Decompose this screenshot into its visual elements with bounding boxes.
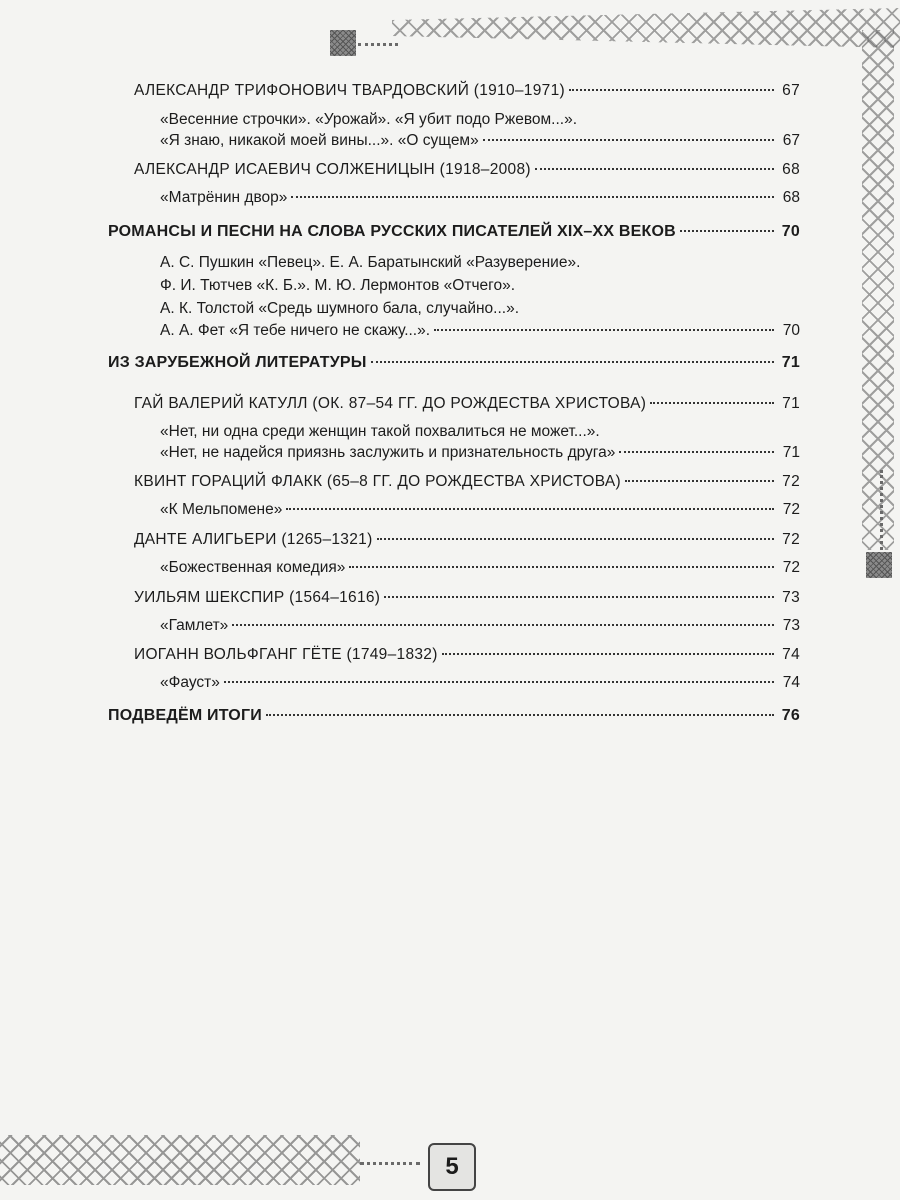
toc-page-number: 72 xyxy=(782,473,800,490)
toc-work-title: «Божественная комедия» xyxy=(160,559,346,576)
dot-leader xyxy=(266,714,774,716)
dot-leader xyxy=(224,681,774,683)
dot-leader xyxy=(680,230,774,232)
toc-entry-dante[interactable] xyxy=(134,531,800,549)
dotted-line-right xyxy=(880,470,883,550)
toc-work-title: «Нет, не надейся приязнь заслужить и признательность друга» xyxy=(160,444,616,461)
toc-work-title: «Нет, ни одна среди женщин такой похвалиться не может...». xyxy=(160,423,600,440)
toc-work-title: А. С. Пушкин «Певец». Е. А. Баратынский «Разуверение». xyxy=(160,254,581,271)
toc-entry-romances-works[interactable] xyxy=(160,322,800,340)
dot-leader xyxy=(349,566,774,568)
toc-entry-divine-comedy[interactable] xyxy=(160,559,800,577)
dot-leader xyxy=(650,402,774,404)
stitch-square-top xyxy=(330,30,356,56)
toc-work-title: «Матрёнин двор» xyxy=(160,189,288,206)
toc-work-title: «Весенние строчки». «Урожай». «Я убит подо Ржевом...». xyxy=(160,111,578,128)
toc-work-line xyxy=(160,111,800,129)
dot-leader xyxy=(434,329,774,331)
toc-entry-catullus[interactable] xyxy=(134,395,800,413)
toc-work-title: Ф. И. Тютчев «К. Б.». М. Ю. Лермонтов «Отчего». xyxy=(160,277,515,294)
toc-section-summary[interactable] xyxy=(108,707,800,725)
toc-section-title: ИЗ ЗАРУБЕЖНОЙ ЛИТЕРАТУРЫ xyxy=(108,354,367,371)
toc-page-number: 70 xyxy=(781,223,800,240)
toc-entry-tvardovsky-works[interactable] xyxy=(160,132,800,150)
toc-entry-goethe[interactable] xyxy=(134,646,800,664)
toc-entry-title: АЛЕКСАНДР ТРИФОНОВИЧ ТВАРДОВСКИЙ (1910–1971) xyxy=(134,82,565,99)
dot-leader xyxy=(625,480,774,482)
toc-entry-title: ИОГАНН ВОЛЬФГАНГ ГЁТЕ (1749–1832) xyxy=(134,646,438,663)
dot-leader xyxy=(232,624,774,626)
toc-section-title: ПОДВЕДЁМ ИТОГИ xyxy=(108,707,262,724)
toc-page-number: 73 xyxy=(782,589,800,606)
toc-entry-catullus-works[interactable] xyxy=(160,444,800,462)
dot-leader xyxy=(377,538,774,540)
dot-leader xyxy=(371,361,774,363)
toc-work-line xyxy=(160,277,800,295)
toc-work-title: «Гамлет» xyxy=(160,617,229,634)
toc-entry-horace[interactable] xyxy=(134,473,800,491)
toc-work-title: А. А. Фет «Я тебе ничего не скажу...». xyxy=(160,322,431,339)
dot-leader xyxy=(619,451,774,453)
toc-work-title: «Я знаю, никакой моей вины...». «О сущем» xyxy=(160,132,479,149)
cross-stitch-border-right xyxy=(862,30,894,550)
toc-section-foreign[interactable] xyxy=(108,354,800,372)
toc-page-number: 74 xyxy=(782,646,800,663)
toc-page-number: 70 xyxy=(782,322,800,339)
toc-page-number: 76 xyxy=(781,707,800,724)
toc-entry-title: ГАЙ ВАЛЕРИЙ КАТУЛЛ (ОК. 87–54 ГГ. ДО РОЖДЕСТВА ХРИСТОВА) xyxy=(134,395,647,412)
dot-leader xyxy=(535,168,774,170)
toc-work-title: «Фауст» xyxy=(160,674,220,691)
toc-page-number: 71 xyxy=(782,395,800,412)
toc-page-number: 67 xyxy=(782,82,800,99)
toc-page-number: 67 xyxy=(782,132,800,149)
toc-work-title: А. К. Толстой «Средь шумного бала, случайно...». xyxy=(160,300,520,317)
toc-entry-solzhenitsyn[interactable] xyxy=(134,161,800,179)
toc-entry-title: АЛЕКСАНДР ИСАЕВИЧ СОЛЖЕНИЦЫН (1918–2008) xyxy=(134,161,531,178)
toc-entry-title: УИЛЬЯМ ШЕКСПИР (1564–1616) xyxy=(134,589,381,606)
toc-work-line xyxy=(160,254,800,272)
stitch-square-right xyxy=(866,552,892,578)
toc-page-number: 72 xyxy=(782,531,800,548)
dot-leader xyxy=(291,196,774,198)
toc-page-number: 68 xyxy=(782,189,800,206)
toc-page-number: 74 xyxy=(782,674,800,691)
toc-entry-melpomene[interactable] xyxy=(160,501,800,519)
dot-leader xyxy=(483,139,774,141)
dot-leader xyxy=(384,596,774,598)
toc-page-number: 73 xyxy=(782,617,800,634)
toc-entry-matryona[interactable] xyxy=(160,189,800,207)
toc-work-line xyxy=(160,423,800,441)
toc-work-line xyxy=(160,300,800,318)
cross-stitch-border-bottom xyxy=(0,1135,360,1185)
toc-page-number: 68 xyxy=(782,161,800,178)
toc-page-number: 72 xyxy=(782,501,800,518)
toc-page-number: 71 xyxy=(782,444,800,461)
toc-section-romances[interactable] xyxy=(108,223,800,241)
dotted-line-top xyxy=(358,43,398,46)
toc-page-number: 71 xyxy=(781,354,800,371)
dotted-line-bottom xyxy=(360,1162,420,1165)
toc-entry-title: КВИНТ ГОРАЦИЙ ФЛАКК (65–8 ГГ. ДО РОЖДЕСТВА ХРИСТОВА) xyxy=(134,473,621,490)
toc-entry-shakespeare[interactable] xyxy=(134,589,800,607)
cross-stitch-border-top xyxy=(392,8,900,48)
dot-leader xyxy=(286,508,774,510)
toc-entry-tvardovsky[interactable] xyxy=(134,82,800,100)
toc-page-number: 72 xyxy=(782,559,800,576)
toc-entry-faust[interactable] xyxy=(160,674,800,692)
toc-entry-hamlet[interactable] xyxy=(160,617,800,635)
dot-leader xyxy=(569,89,774,91)
page-number-badge: 5 xyxy=(428,1143,476,1191)
toc-section-title: РОМАНСЫ И ПЕСНИ НА СЛОВА РУССКИХ ПИСАТЕЛЕЙ XIX–XX ВЕКОВ xyxy=(108,223,676,240)
toc-entry-title: ДАНТЕ АЛИГЬЕРИ (1265–1321) xyxy=(134,531,373,548)
dot-leader xyxy=(442,653,774,655)
toc-work-title: «К Мельпомене» xyxy=(160,501,283,518)
